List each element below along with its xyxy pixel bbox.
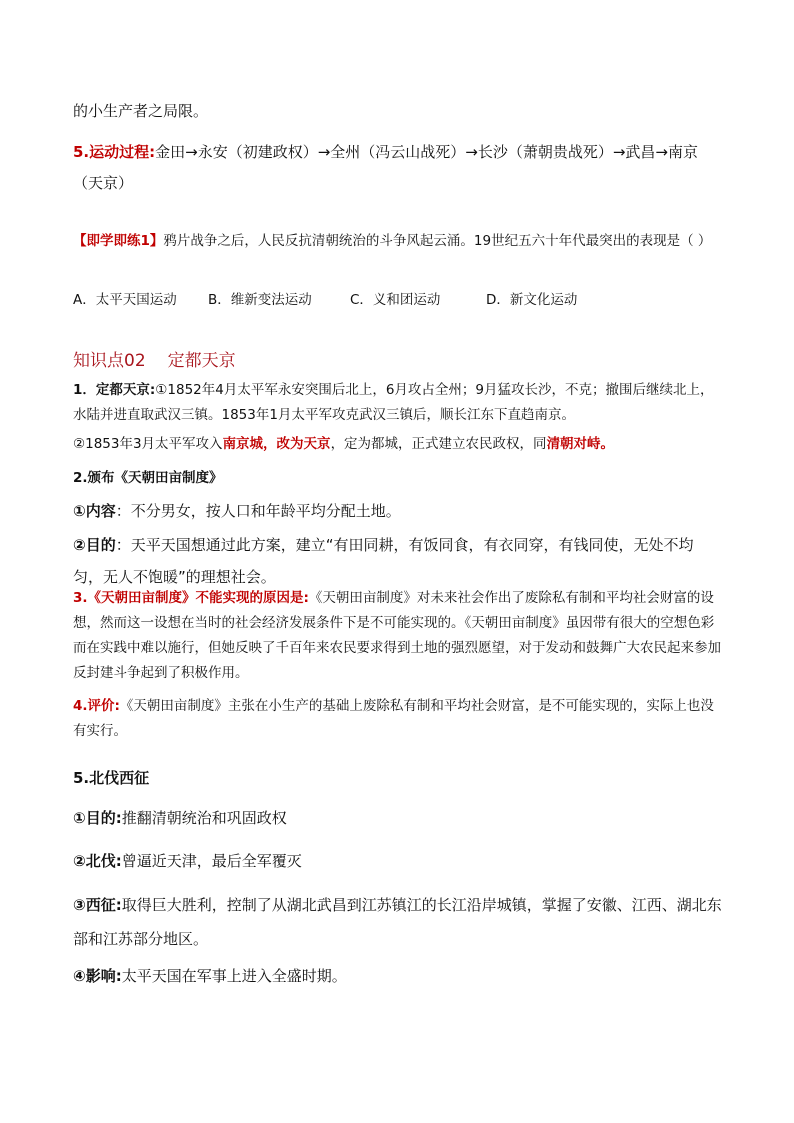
process-label: 5.运动过程:: [73, 143, 156, 161]
exercise-options: [73, 288, 723, 314]
land-purpose-label: ②目的: [73, 536, 116, 554]
land-content-text: ：不分男女，按人口和年龄平均分配土地。: [115, 502, 401, 520]
capital-highlight-1: 南京城，改为天京: [222, 436, 331, 452]
section-title: 定都天京: [167, 351, 236, 371]
option-c[interactable]: C．义和团运动: [350, 292, 441, 308]
expedition-heading-text: 5.北伐西征: [73, 769, 150, 787]
option-d[interactable]: D．新文化运动: [486, 292, 578, 308]
land-content-paragraph: [73, 496, 723, 527]
expedition-goal: [73, 803, 723, 834]
failure-paragraph: [73, 586, 723, 686]
expedition-west: [73, 888, 723, 956]
intro-text: 的小生产者之局限。: [73, 102, 209, 120]
expedition-west-text: 取得巨大胜利，控制了从湖北武昌到江苏镇江的长江沿岸城镇，掌握了安徽、江西、湖北东部和江苏部分地区。: [73, 896, 722, 948]
option-a[interactable]: A．太平天国运动: [73, 292, 177, 308]
expedition-impact-label: ④影响:: [73, 967, 122, 985]
land-purpose-paragraph: [73, 529, 723, 593]
land-content-label: ①内容: [73, 502, 116, 520]
process-paragraph: [73, 137, 723, 199]
expedition-north-text: 曾逼近天津，最后全军覆灭: [121, 852, 302, 870]
expedition-goal-label: ①目的:: [73, 809, 122, 827]
land-system-heading: [73, 466, 723, 491]
expedition-impact-text: 太平天国在军事上进入全盛时期。: [121, 967, 347, 985]
evaluation-paragraph: [73, 694, 723, 744]
evaluation-text: 《天朝田亩制度》主张在小生产的基础上废除私有制和平均社会财富，是不可能实现的，实际上也没有实行。: [73, 698, 714, 739]
expedition-north: [73, 846, 723, 877]
expedition-goal-text: 推翻清朝统治和巩固政权: [121, 809, 287, 827]
capital-paragraph-1: [73, 378, 723, 428]
expedition-heading: [73, 763, 723, 794]
exercise-paragraph: [73, 226, 723, 256]
failure-text: 《天朝田亩制度》对未来社会作出了废除私有制和平均社会财富的设想，然而这一设想在当时的社会经济发展条件下是不可能实现的。《天朝田亩制度》虽因带有很大的空想色彩而在实践中难以施行，但她反映了千百年来农民要求得到土地的强烈愿望，对于发动和鼓舞广大农民起来参加反封建斗争起到了积极作用。: [73, 590, 721, 681]
failure-label: 3.《天朝田亩制度》不能实现的原因是:: [73, 590, 309, 606]
exercise-question: 鸦片战争之后，人民反抗清朝统治的斗争风起云涌。19世纪五六十年代最突出的表现是（ ）: [163, 233, 712, 249]
capital-text-2-prefix: ②1853年3月太平军攻入: [73, 436, 223, 452]
land-system-heading-text: 2.颁布《天朝田亩制度》: [73, 470, 223, 486]
capital-label: 1．定都天京:: [73, 382, 156, 398]
section-heading: [73, 348, 723, 374]
land-purpose-text: ：天平天国想通过此方案，建立“有田同耕，有饭同食，有衣同穿，有钱同使，无处不均匀，无人不饱暖”的理想社会。: [73, 536, 694, 586]
process-text: 金田→永安（初建政权）→全州（冯云山战死）→长沙（萧朝贵战死）→武昌→南京（天京）: [73, 143, 698, 192]
capital-text-2-middle: ，定为都城，正式建立农民政权，同: [330, 436, 547, 452]
capital-paragraph-2: [73, 432, 723, 457]
expedition-impact: [73, 961, 723, 992]
capital-highlight-2: 清朝对峙。: [546, 436, 615, 452]
option-b[interactable]: B．维新变法运动: [208, 292, 312, 308]
intro-paragraph: [73, 96, 723, 127]
capital-text-1: ①1852年4月太平军永安突围后北上，6月攻占全州；9月猛攻长沙，不克；撤围后继续北上，水陆并进直取武汉三镇。1853年1月太平军攻克武汉三镇后，顺长江东下直趋南京。: [73, 382, 714, 423]
section-number: 知识点02: [73, 351, 146, 371]
expedition-north-label: ②北伐:: [73, 852, 122, 870]
evaluation-label: 4.评价:: [73, 698, 120, 714]
expedition-west-label: ③西征:: [73, 896, 122, 914]
exercise-label: 【即学即练1】: [73, 233, 164, 249]
